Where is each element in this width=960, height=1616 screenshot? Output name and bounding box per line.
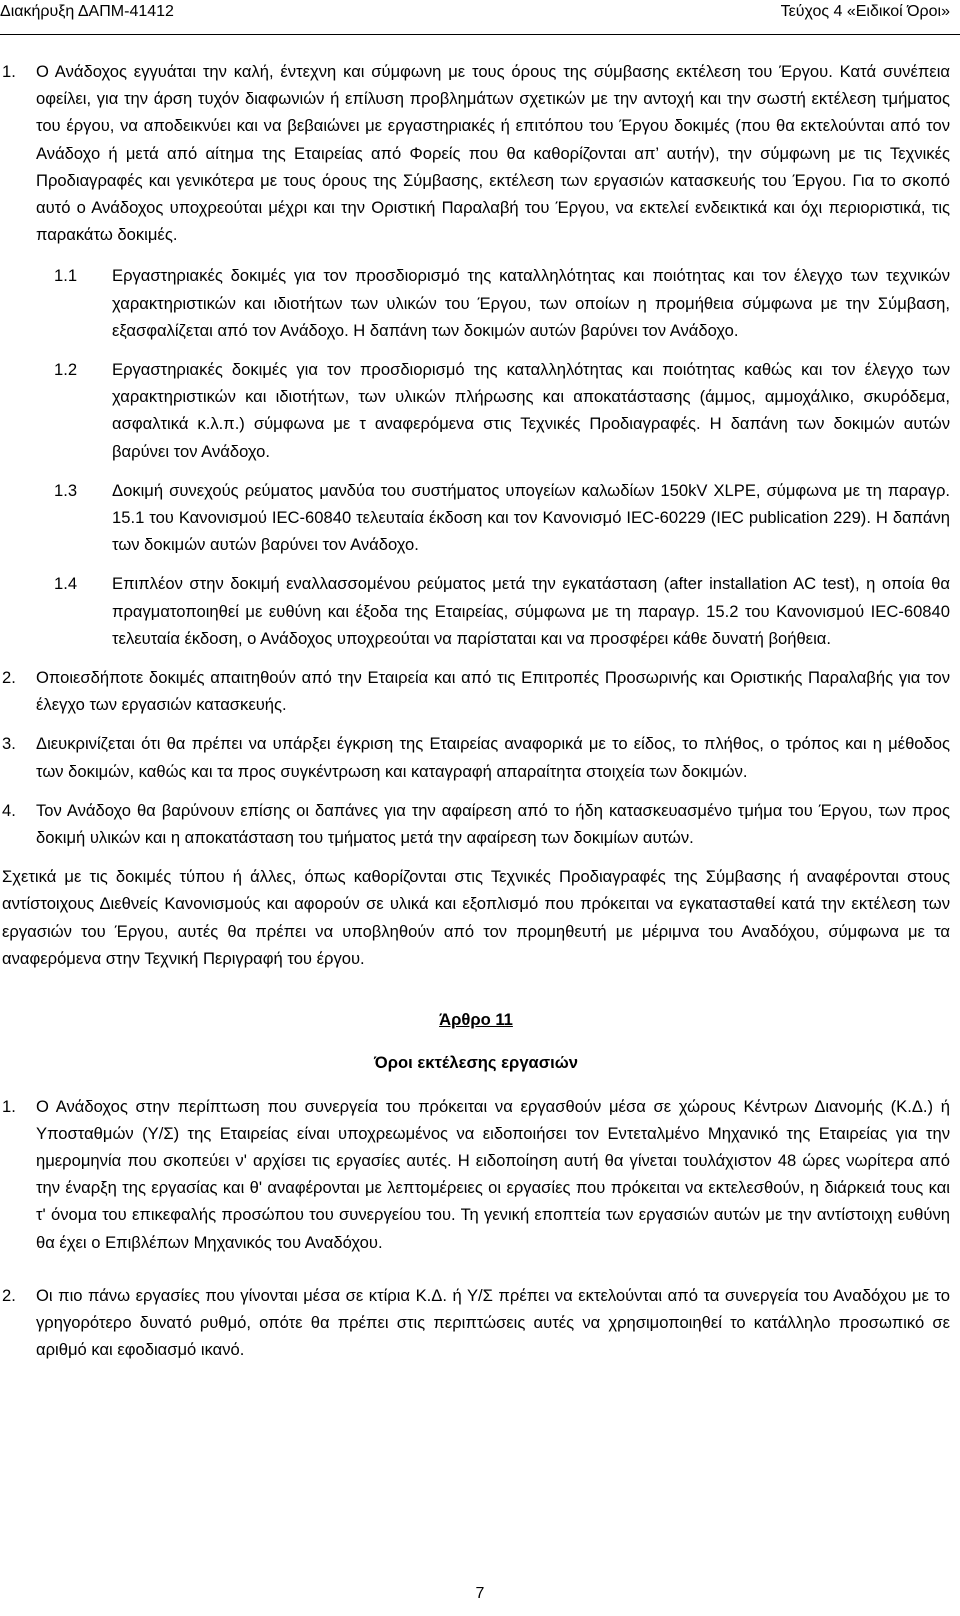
sub-item-text: Επιπλέον στην δοκιμή εναλλασσομένου ρεύματος μετά την εγκατάσταση (after installation AC test), η οποία θα πραγματοποιηθεί με ευθύνη και έξοδα της Εταιρείας, σύμφωνα με τη παραγρ. 15.2 του Κανονισμού IEC-60840 τελευταία έκδοση, ο Ανάδοχος υποχρεούται να παρίσταται και να προσφέρει κάθε δυνατή βοήθεια.: [112, 574, 950, 648]
list-item-number: 1.: [2, 62, 16, 81]
sub-item-number: 1.3: [54, 480, 78, 500]
sub-item-number: 1.1: [54, 266, 78, 286]
list-item-number: 1.: [2, 1096, 16, 1116]
list-item-text: Ο Ανάδοχος στην περίπτωση που συνεργεία του πρόκειται να εργασθούν μέσα σε χώρους Κέντρων Διανομής (Κ.Δ.) ή Υποσταθμών (Υ/Σ) της Εταιρείας είναι υποχρεωμένος να ειδοποιήσει τον Εντεταλμένο Μηχανικό της Εταιρείας για την ημερομηνία που σκοπεύει ν' αρχίσει τις εργασίες αυτές. Η ειδοποίηση αυτή θα γίνεται τουλάχιστον 48 ώρες νωρίτερα από την έναρξη της εργασίας και θ' αναφέρονται με λεπτομέρειες οι εργασίες που πρόκειται να εκτελεσθούν, η διάρκειά τους και τ' όνομα του επικεφαλής προσώπου του συνεργείου του. Τη γενική εποπτεία των εργασιών αυτών με την αντίστοιχη ευθύνη θα έχει ο Επιβλέπων Μηχανικός του Αναδόχου.: [36, 1096, 950, 1252]
list-item-text: Οποιεσδήποτε δοκιμές απαιτηθούν από την Εταιρεία και από τις Επιτροπές Προσωρινής και Οριστικής Παραλαβής για τον έλεγχο των εργασιών κατασκευής.: [36, 668, 950, 715]
list-item: [2, 730, 950, 784]
sub-item-text: Εργαστηριακές δοκιμές για τον προσδιορισμό της καταλληλότητας και ποιότητας καθώς και τον έλεγχο των χαρακτηριστικών και ιδιοτήτων, των υλικών πλήρωσης και αποκατάστασης (άμμος, αμμοχάλικο, σκυρόδεμα, ασφαλτικά κ.λ.π.) σύμφωνα με τ αναφερόμενα στις Τεχνικές Προδιαγραφές. Η δαπάνη των δοκιμών αυτών βαρύνει τον Ανάδοχο.: [112, 360, 950, 461]
list-item: [2, 797, 950, 851]
header-rule: [0, 34, 960, 35]
header-document-id: Διακήρυξη ΔΑΠΜ-41412: [0, 3, 174, 20]
page-number: 7: [475, 1585, 485, 1602]
page-header: [0, 0, 960, 32]
sub-item: [2, 262, 950, 344]
list-item: [2, 58, 950, 248]
list-item-text: Τον Ανάδοχο θα βαρύνουν επίσης οι δαπάνες για την αφαίρεση από το ήδη κατασκευασμένο τμήμα του Έργου, των προς δοκιμή υλικών και η αποκατάσταση του τμήματος μετά την αφαίρεση των δοκιμίων αυτών.: [36, 800, 950, 848]
document-body: [2, 58, 950, 1363]
list-item: [2, 1282, 950, 1364]
list-item-text: Ο Ανάδοχος εγγυάται την καλή, έντεχνη και σύμφωνη με τους όρους της σύμβασης εκτέλεση του Έργου. Κατά συνέπεια οφείλει, για την άρση τυχόν διαφωνιών ή επίλυση προβλημάτων σχετικών με την αντοχή και την σωστή εκτέλεση τμήματος του έργου, να αποδεικνύει και να βεβαιώνει με εργαστηριακές ή επιτόπου του Έργου δοκιμές (που θα εκτελούνται από τον Ανάδοχο ή μετά από αίτημα της Εταιρείας από Φορείς που θα καθορίζονται απ’ αυτήν), την σύμφωνη με τις Τεχνικές Προδιαγραφές και γενικότερα με τους όρους της Σύμβασης, εκτέλεση των εργασιών κατασκευής του Έργου. Για το σκοπό αυτό ο Ανάδοχος υποχρεούται μέχρι και την Οριστική Παραλαβή του Έργου, να εκτελεί ενδεικτικά και όχι περιοριστικά, τις παρακάτω δοκιμές.: [36, 62, 950, 245]
sub-item: [2, 570, 950, 652]
sub-item: [2, 477, 950, 559]
list-item: [2, 1093, 950, 1256]
list-item-number: 4.: [2, 800, 16, 820]
list-item-number: 3.: [2, 734, 16, 754]
sub-item: [2, 356, 950, 465]
list-item-text: Οι πιο πάνω εργασίες που γίνονται μέσα σε κτίρια Κ.Δ. ή Υ/Σ πρέπει να εκτελούνται από τα συνεργεία του Αναδόχου με το γρηγορότερο δυνατό ρυθμό, οπότε θα πρέπει στις περιπτώσεις αυτές να χρησιμοποιηθεί το κατάλληλο προσωπικό σε αριθμό και εφοδιασμό ικανό.: [36, 1285, 950, 1360]
sub-item-text: Εργαστηριακές δοκιμές για τον προσδιορισμό της καταλληλότητας και ποιότητας και τον έλεγχο των τεχνικών χαρακτηριστικών και ιδιοτήτων των υλικών του Έργου, των οποίων η προμήθεια σύμφωνα με την Σύμβαση, εξασφαλίζεται από τον Ανάδοχο. Η δαπάνη των δοκιμών αυτών βαρύνει τον Ανάδοχο.: [112, 266, 950, 340]
article-title: Άρθρο 11: [439, 1010, 513, 1030]
article-subtitle: Όροι εκτέλεσης εργασιών: [374, 1053, 578, 1073]
list-item: [2, 664, 950, 718]
sub-item-text: Δοκιμή συνεχούς ρεύματος μανδύα του συστήματος υπογείων καλωδίων 150kV XLPE, σύμφωνα με τη παραγρ. 15.1 του Κανονισμού IEC-60840 τελευταία έκδοση και τον Κανονισμό IEC-60229 (IEC publication 229). Η δαπάνη των δοκιμών αυτών βαρύνει τον Ανάδοχο.: [112, 480, 950, 555]
list-item-number: 2.: [2, 1285, 16, 1305]
sub-item-number: 1.4: [54, 574, 78, 594]
list-item-number: 2.: [2, 668, 16, 688]
list-item-text: Διευκρινίζεται ότι θα πρέπει να υπάρξει έγκριση της Εταιρείας αναφορικά με το είδος, το πλήθος, ο τρόπος και η μέθοδος των δοκιμών, καθώς και τα προς συγκέντρωση και καταγραφή απαραίτητα στοιχεία των δοκιμών.: [36, 734, 950, 781]
closing-paragraph: Σχετικά με τις δοκιμές τύπου ή άλλες, όπως καθορίζονται στις Τεχνικές Προδιαγραφές της Σύμβασης ή αναφέρονται στους αντίστοιχους Διεθνείς Κανονισμούς και αφορούν σε υλικά και εξοπλισμό που πρόκειται να εγκατασταθεί κατά την εκτέλεση των εργασιών του Έργου, αυτές θα πρέπει να υποβληθούν από τον προμηθευτή με μέριμνα του Αναδόχου, σύμφωνα με τα αναφερόμενα στην Τεχνική Περιγραφή του έργου.: [2, 867, 950, 968]
header-volume-title: Τεύχος 4 «Ειδικοί Όροι»: [780, 3, 950, 20]
sub-item-number: 1.2: [54, 360, 78, 380]
